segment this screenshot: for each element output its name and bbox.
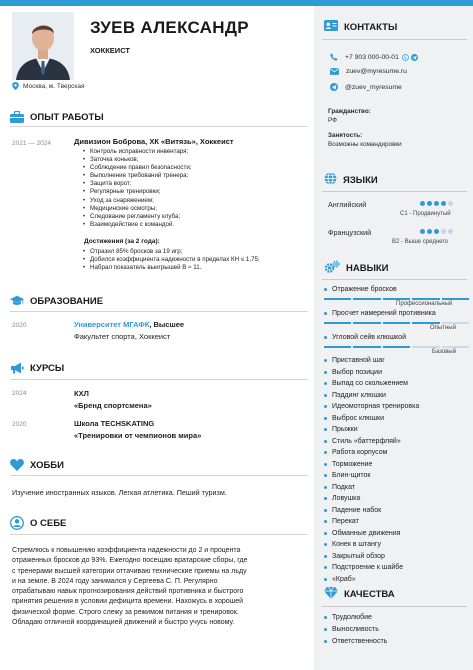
about-line: отраженных бросков до 93%. Ежегодно посещаю вратарские сборы, где: [12, 557, 248, 565]
level-segment: [324, 346, 351, 348]
main-column: [0, 6, 314, 670]
divider: [10, 126, 308, 127]
skill-name: Идеомоторная тренировка: [332, 403, 420, 410]
skill-item: [324, 576, 356, 583]
bullet-icon: [324, 405, 327, 408]
rating-dot: [441, 201, 446, 206]
phone-row: [330, 53, 418, 61]
about-line: Стремлюсь к повышению коэффициента надежности до 2 и процента: [12, 547, 241, 554]
skill-item: [324, 286, 397, 293]
skill-name: Конек в штангу: [332, 541, 381, 548]
skill-name: Падение набок: [332, 506, 382, 514]
bullet-icon: [324, 640, 327, 643]
skill-name: Подкат: [332, 483, 356, 491]
rating-dot: [448, 229, 453, 234]
skill-item: [324, 507, 381, 514]
about-line: с тренерами высшей категории оттачиваю технические приемы на льду: [12, 567, 247, 575]
citizenship-value: РФ: [328, 117, 337, 124]
skill-name: Выбор позиции: [332, 368, 382, 376]
bullet-icon: [324, 371, 327, 374]
bullet-icon: [324, 486, 327, 489]
bullet-icon: [324, 566, 327, 569]
language-name: Французский: [328, 228, 372, 237]
level-segment: [442, 346, 469, 348]
bullet-icon: [324, 497, 327, 500]
about-line: Обладаю отличной координацией движений и быстро учусь новому.: [12, 619, 235, 627]
list-item: • Следование регламенту клуба;: [90, 213, 192, 221]
skill-item: [324, 541, 381, 548]
list-item: • Выполнение требований тренера;: [90, 172, 192, 180]
skill-name: Блин-щиток: [332, 472, 371, 479]
about-line: отрабатываю навык прогнозирования действий противника и быстрого: [12, 588, 244, 596]
level-segment: [412, 322, 439, 324]
diamond-icon: [324, 587, 338, 602]
language-rating: [420, 201, 453, 206]
experience-period: 2021 — 2024: [12, 140, 52, 147]
skill-item: [324, 392, 386, 399]
list-item: • Заточка коньков;: [90, 156, 192, 164]
skill-name: Торможение: [332, 460, 373, 468]
university-name: Университет МГАФК: [74, 320, 150, 329]
bullet-icon: [324, 394, 327, 397]
about-line: физической форме. Строго слежу за режимом питания и тренировок.: [12, 608, 239, 616]
phone-number[interactable]: +7 903 000-00-01: [345, 53, 399, 61]
list-item: • Защита ворот;: [90, 180, 192, 188]
heart-icon: [10, 458, 24, 472]
course-org: Школа TECHSKATING: [74, 419, 155, 428]
bullet-icon: [324, 463, 327, 466]
sidebar: [314, 6, 473, 670]
experience-header: [10, 110, 104, 124]
skill-level-bar: [324, 322, 469, 324]
level-segment: [353, 346, 380, 348]
bullet-icon: [324, 382, 327, 385]
rating-dot: [434, 229, 439, 234]
level-segment: [324, 322, 351, 324]
skill-item: [324, 415, 384, 422]
skills-header: [324, 260, 389, 277]
skill-item: [324, 380, 408, 387]
skill-name: Пэддинг клюшки: [332, 391, 386, 399]
bullet-icon: [324, 520, 327, 523]
skill-level: Профессиональный: [396, 301, 453, 307]
achievements-list: [90, 248, 260, 273]
course-year: 2024: [12, 390, 27, 397]
employment-value: Возможны командировки: [328, 141, 402, 148]
skill-name: Перекат: [332, 518, 359, 525]
divider: [10, 534, 308, 535]
job-position: Дивизион Боброва, ХК «Витязь», Хоккеист: [74, 137, 234, 146]
courses-header: [10, 361, 64, 375]
level-segment: [324, 298, 351, 300]
languages-title: ЯЗЫКИ: [343, 174, 378, 186]
whatsapp-icon[interactable]: [402, 54, 409, 61]
level-segment: [383, 322, 410, 324]
graduation-cap-icon: [10, 294, 24, 308]
bullet-icon: [324, 312, 327, 315]
telegram-row: [330, 83, 402, 91]
gears-icon: [324, 260, 340, 277]
rating-dot: [434, 201, 439, 206]
languages-header: [324, 172, 378, 188]
list-item: • Соблюдение правил безопасности;: [90, 164, 192, 172]
list-item: • Набрал показатель выигрышей В ≈ 11.: [90, 264, 260, 272]
employment-label: Занятость:: [328, 132, 363, 139]
divider: [322, 606, 467, 607]
skill-name: Подстроение к шайбе: [332, 564, 404, 571]
level-segment: [442, 322, 469, 324]
telegram-icon: [330, 83, 338, 91]
skill-item: [324, 426, 358, 433]
skill-name: «Краб»: [332, 575, 356, 583]
skill-name: Приставной шаг: [332, 357, 385, 364]
skill-name: Ловушка: [332, 495, 361, 502]
skill-name: Обманные движения: [332, 529, 401, 537]
about-header: [10, 516, 66, 530]
about-line: и на земле. В 2024 году занимался у Сергеева С. П. Регулярно: [12, 577, 218, 585]
contacts-header: [324, 20, 397, 34]
skill-name: Закрытый обзор: [332, 552, 385, 560]
experience-title: ОПЫТ РАБОТЫ: [30, 111, 104, 123]
quality-name: Трудолюбие: [332, 614, 372, 621]
level-segment: [412, 298, 439, 300]
skill-name: Угловой сейв клюшкой: [332, 334, 406, 341]
skill-item: [324, 310, 436, 317]
skill-name: Отражение бросков: [332, 286, 397, 293]
user-icon: [10, 516, 24, 530]
hobby-header: [10, 458, 64, 472]
bullet-icon: [324, 288, 327, 291]
language-name: Английский: [328, 200, 367, 209]
rating-dot: [420, 229, 425, 234]
divider: [322, 39, 467, 40]
skill-item: [324, 357, 385, 364]
bullet-icon: [324, 440, 327, 443]
list-item: • Уход за снаряжением;: [90, 197, 192, 205]
course-name: «Тренировки от чемпионов мира»: [74, 431, 202, 440]
bullet-icon: [324, 417, 327, 420]
divider: [10, 475, 308, 476]
degree: , Высшее: [149, 320, 185, 329]
bullet-icon: [324, 336, 327, 339]
quality-name: Выносливость: [332, 626, 379, 633]
bullet-icon: [324, 359, 327, 362]
bullet-icon: [324, 555, 327, 558]
rating-dot: [420, 201, 425, 206]
skill-name: Прыжки: [332, 426, 358, 433]
bullet-icon: [324, 428, 327, 431]
skill-item: [324, 472, 370, 479]
divider: [322, 191, 467, 192]
skill-name: Выброс клюшки: [332, 414, 385, 422]
skill-item: [324, 495, 360, 502]
contacts-title: КОНТАКТЫ: [344, 21, 398, 33]
briefcase-icon: [10, 110, 24, 124]
list-item: • Добился коэффициента надежности в пределах КН ≤ 1,75;: [90, 256, 260, 264]
course-year: 2020: [12, 421, 27, 428]
skill-item: [324, 369, 382, 376]
rating-dot: [427, 201, 432, 206]
skill-item: [324, 518, 359, 525]
skills-title: НАВЫКИ: [346, 263, 389, 274]
location-text: Москва, м. Тверская: [23, 82, 85, 90]
candidate-role: ХОККЕИСТ: [90, 46, 131, 55]
level-segment: [353, 298, 380, 300]
hobby-title: ХОББИ: [30, 459, 64, 471]
course-org: КХЛ: [74, 389, 89, 398]
list-item: • Медицинские осмотры;: [90, 205, 192, 213]
qualities-title: КАЧЕСТВА: [344, 589, 395, 600]
location: [12, 82, 85, 90]
quality-name: Ответственность: [332, 638, 388, 645]
skill-item: [324, 438, 401, 445]
skill-item: [324, 484, 355, 491]
bullet-icon: [324, 451, 327, 454]
bullet-icon: [324, 616, 327, 619]
level-segment: [442, 298, 469, 300]
bullet-icon: [324, 628, 327, 631]
phone-icon: [330, 53, 338, 61]
candidate-name: ЗУЕВ АЛЕКСАНДР: [90, 18, 249, 37]
faculty: Факультет спорта, Хоккеист: [74, 332, 171, 341]
skill-level-bar: [324, 298, 469, 300]
divider: [322, 279, 467, 280]
location-pin-icon: [12, 82, 19, 90]
list-item: • Регулярные тренировки;: [90, 188, 192, 196]
skill-item: [324, 449, 387, 456]
education-institution: [74, 320, 184, 329]
contact-card-icon: [324, 20, 338, 34]
language-level: B2 - Выше среднего: [392, 239, 448, 245]
education-title: ОБРАЗОВАНИЕ: [30, 295, 104, 307]
citizenship-label: Гражданство:: [328, 108, 371, 115]
skill-level: Опытный: [430, 325, 456, 331]
rating-dot: [448, 201, 453, 206]
skill-item: [324, 403, 419, 410]
telegram-handle[interactable]: @zuev_myresume: [345, 83, 402, 91]
email-row: [330, 68, 407, 75]
globe-icon: [324, 172, 337, 188]
megaphone-icon: [10, 361, 24, 375]
list-item: • Взаимодействие с командой.: [90, 221, 192, 229]
list-item: • Контроль исправности инвентаря;: [90, 148, 192, 156]
bullet-icon: [324, 578, 327, 581]
skill-item: [324, 530, 400, 537]
courses-title: КУРСЫ: [30, 362, 65, 374]
list-item: • Отразил 85% бросков за 19 игр;: [90, 248, 260, 256]
skill-name: Работа корпусом: [332, 449, 388, 456]
bullet-icon: [324, 474, 327, 477]
quality-item: [324, 614, 372, 621]
education-header: [10, 294, 103, 308]
skill-name: Просчет намерений противника: [332, 310, 436, 317]
level-segment: [383, 298, 410, 300]
quality-item: [324, 638, 387, 645]
skill-level-bar: [324, 346, 469, 348]
language-level: C1 - Продвинутый: [400, 211, 451, 217]
bullet-icon: [324, 543, 327, 546]
course-name: «Бренд спортсмена»: [74, 401, 152, 410]
envelope-icon: [330, 68, 339, 75]
skill-item: [324, 461, 372, 468]
language-rating: [420, 229, 453, 234]
email-address[interactable]: zuev@myresume.ru: [346, 68, 407, 75]
about-line: принятия решения в условии дефицита времени. Нахожусь в хорошей: [12, 598, 244, 606]
skill-item: [324, 334, 406, 341]
skill-name: Стиль «баттерфляй»: [332, 437, 401, 445]
skill-item: [324, 564, 403, 571]
avatar: [12, 12, 74, 80]
level-segment: [353, 322, 380, 324]
achievements-title: Достижения (за 2 года):: [84, 238, 160, 245]
divider: [10, 311, 308, 312]
skill-name: Выпад со скольжением: [332, 380, 408, 387]
education-year: 2020: [12, 322, 27, 329]
about-title: О СЕБЕ: [30, 517, 67, 529]
hobby-text: Изучение иностранных языков. Легкая атлетика. Пеший туризм.: [12, 488, 227, 497]
skill-item: [324, 553, 385, 560]
level-segment: [412, 346, 439, 348]
quality-item: [324, 626, 379, 633]
qualities-header: [324, 587, 395, 602]
rating-dot: [427, 229, 432, 234]
bullet-icon: [324, 509, 327, 512]
divider: [10, 379, 308, 380]
skill-level: Базовый: [432, 349, 457, 355]
bullet-icon: [324, 532, 327, 535]
telegram-icon[interactable]: [411, 54, 418, 61]
about-text: [12, 546, 247, 628]
rating-dot: [441, 229, 446, 234]
level-segment: [383, 346, 410, 348]
duties-list: [90, 148, 192, 229]
